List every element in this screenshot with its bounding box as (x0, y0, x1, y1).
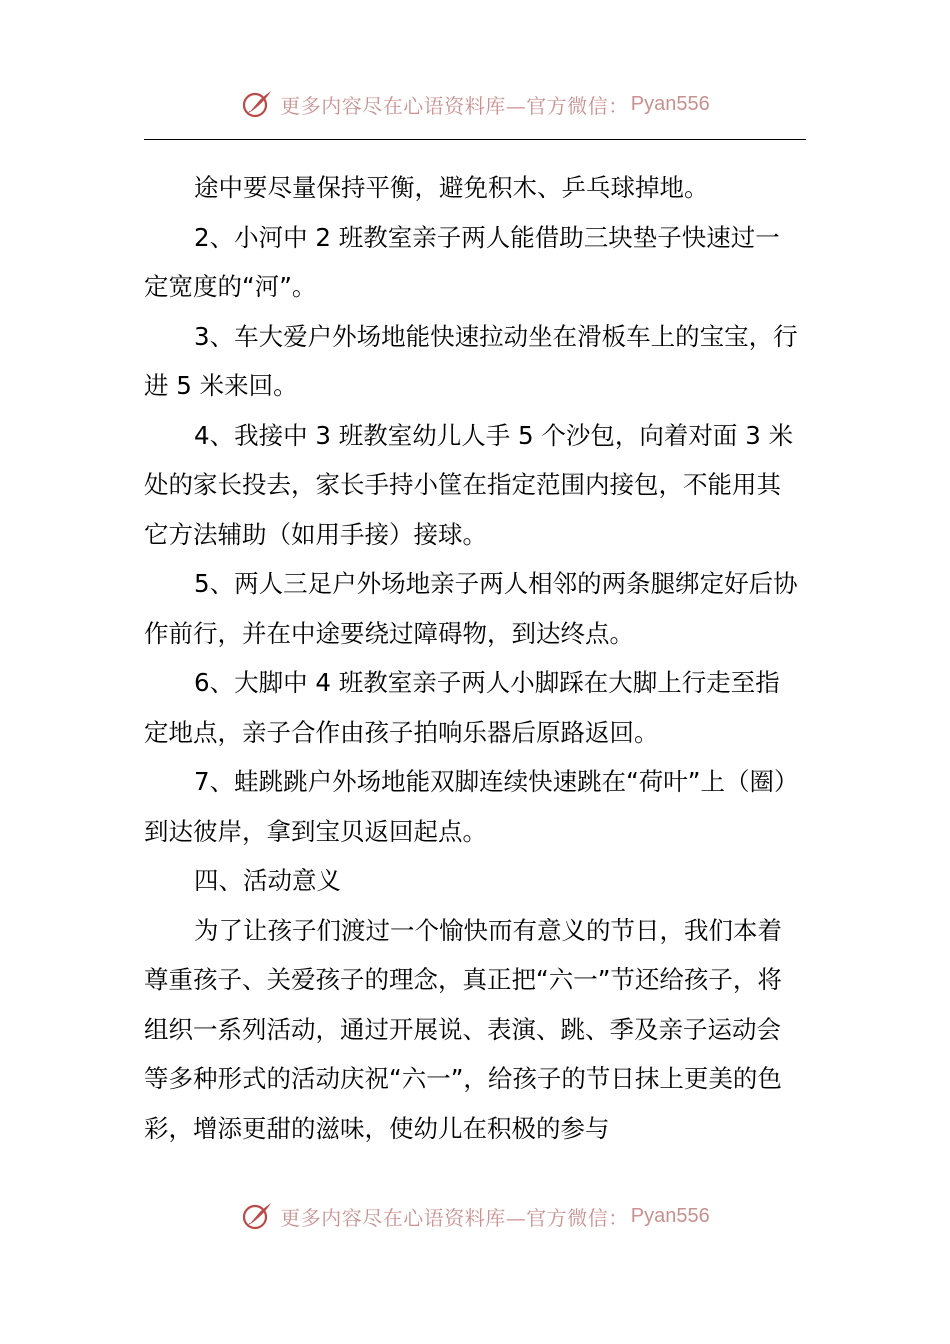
quill-logo-icon (240, 87, 274, 121)
document-body (144, 163, 804, 1153)
paragraph: 6、大脚中 4 班教室亲子两人小脚踩在大脚上行走至指定地点，亲子合作由孩子拍响乐器后原路返回。 (144, 668, 780, 747)
page-header (0, 84, 950, 124)
header-brand-id: Pyan556 (630, 92, 710, 115)
footer-brand-text: 更多内容尽在心语资料库—官方微信： (280, 1205, 629, 1230)
paragraph: 为了让孩子们渡过一个愉快而有意义的节日，我们本着尊重孩子、关爱孩子的理念，真正把“六一”节还给孩子，将组织一系列活动，通过开展说、表演、跳、季及亲子运动会等多种形式的活动庆祝“六一”，给孩子的节日抹上更美的色彩，增添更甜的滋味，使幼儿在积极的参与 (144, 915, 782, 1143)
paragraph: 2、小河中 2 班教室亲子两人能借助三块垫子快速过一定宽度的“河”。 (144, 222, 780, 301)
footer-brand-id: Pyan556 (630, 1204, 710, 1227)
header-divider (144, 139, 806, 140)
header-brand-text: 更多内容尽在心语资料库—官方微信： (280, 93, 629, 118)
paragraph: 3、车大爱户外场地能快速拉动坐在滑板车上的宝宝，行进 5 米来回。 (144, 321, 798, 400)
page-footer (0, 1196, 950, 1236)
section-heading: 四、活动意义 (194, 866, 341, 895)
paragraph: 5、两人三足户外场地亲子两人相邻的两条腿绑定好后协作前行，并在中途要绕过障碍物，到达终点。 (144, 569, 798, 648)
paragraph: 7、蛙跳跳户外场地能双脚连续快速跳在“荷叶”上（圈）到达彼岸，拿到宝贝返回起点。 (144, 767, 799, 846)
paragraph: 4、我接中 3 班教室幼儿人手 5 个沙包，向着对面 3 米处的家长投去，家长手持小筐在指定范围内接包，不能用其它方法辅助（如用手接）接球。 (144, 420, 794, 549)
quill-logo-icon (240, 1199, 274, 1233)
paragraph: 途中要尽量保持平衡，避免积木、乒乓球掉地。 (194, 173, 709, 202)
